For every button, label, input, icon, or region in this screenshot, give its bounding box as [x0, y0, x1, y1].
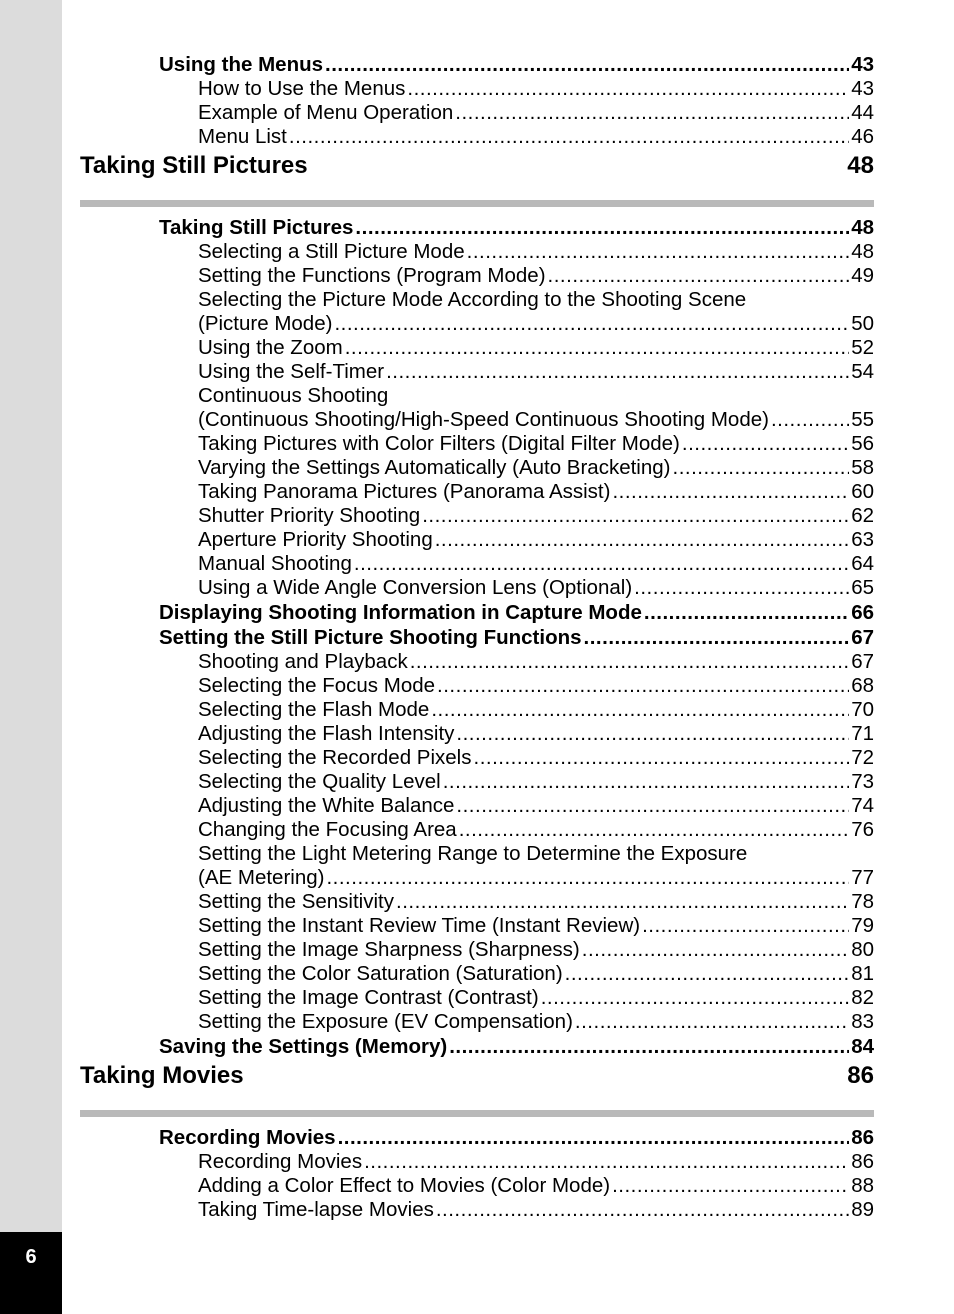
entry-page: 81 [851, 962, 874, 985]
toc-entry[interactable] [80, 576, 874, 600]
entry-page: 83 [851, 1010, 874, 1033]
dot-leader [771, 408, 849, 432]
entry-title: Example of Menu Operation [198, 101, 454, 124]
toc-entry[interactable] [80, 794, 874, 818]
chapter-title: Taking Still Pictures [80, 152, 308, 179]
toc-entry[interactable] [80, 480, 874, 504]
toc-entry[interactable] [80, 1150, 874, 1174]
entry-title: Using a Wide Angle Conversion Lens (Optional) [198, 576, 633, 599]
entry-page: 49 [851, 264, 874, 287]
entry-page: 64 [851, 552, 874, 575]
toc-section-entry[interactable] [80, 52, 874, 77]
entry-page: 55 [851, 408, 874, 431]
entry-title: Continuous Shooting [198, 384, 389, 407]
entry-title: Changing the Focusing Area [198, 818, 457, 841]
toc-entry[interactable] [80, 650, 874, 674]
dot-leader [431, 698, 849, 722]
entry-title: (Continuous Shooting/High-Speed Continuous Shooting Mode) [198, 408, 769, 431]
entry-title: Taking Pictures with Color Filters (Digital Filter Mode) [198, 432, 680, 455]
dot-leader [437, 674, 849, 698]
dot-leader [456, 794, 849, 818]
entry-page: 78 [851, 890, 874, 913]
dot-leader [334, 312, 849, 336]
entry-page: 67 [851, 650, 874, 673]
entry-page: 88 [851, 1174, 874, 1197]
entry-page: 43 [851, 77, 874, 100]
dot-leader [443, 770, 849, 794]
entry-title: Recording Movies [198, 1150, 363, 1173]
dot-leader [575, 1010, 849, 1034]
entry-title: Setting the Functions (Program Mode) [198, 264, 546, 287]
dot-leader [435, 528, 849, 552]
toc-section-entry[interactable] [80, 1125, 874, 1150]
entry-page: 43 [851, 53, 874, 76]
entry-page: 46 [851, 125, 874, 148]
entry-page: 79 [851, 914, 874, 937]
dot-leader [456, 722, 849, 746]
toc-entry[interactable] [80, 1174, 874, 1198]
toc-entry[interactable] [80, 770, 874, 794]
entry-page: 48 [851, 216, 874, 239]
toc-entry[interactable] [80, 890, 874, 914]
dot-leader [474, 746, 850, 770]
dot-leader [410, 650, 849, 674]
entry-title: Recording Movies [159, 1126, 336, 1149]
toc-entry[interactable] [80, 986, 874, 1010]
entry-title: Adding a Color Effect to Movies (Color Mode) [198, 1174, 611, 1197]
entry-page: 80 [851, 938, 874, 961]
toc-entry[interactable] [80, 674, 874, 698]
entry-title: How to Use the Menus [198, 77, 406, 100]
entry-title: Adjusting the White Balance [198, 794, 455, 817]
entry-page: 65 [851, 576, 874, 599]
chapter-divider [80, 200, 874, 207]
entry-page: 44 [851, 101, 874, 124]
entry-title: Using the Zoom [198, 336, 343, 359]
entry-page: 89 [851, 1198, 874, 1221]
entry-page: 68 [851, 674, 874, 697]
entry-title: Setting the Color Saturation (Saturation) [198, 962, 563, 985]
toc-entry[interactable] [80, 938, 874, 962]
toc-section-entry[interactable] [80, 1034, 874, 1059]
toc-entry[interactable] [80, 432, 874, 456]
dot-leader [612, 1174, 849, 1198]
entry-title: Saving the Settings (Memory) [159, 1035, 448, 1058]
dot-leader [325, 52, 849, 77]
entry-page: 70 [851, 698, 874, 721]
dot-leader [642, 914, 849, 938]
chapter-page: 48 [847, 152, 874, 179]
toc-entry[interactable] [80, 1010, 874, 1034]
entry-page: 63 [851, 528, 874, 551]
dot-leader [345, 336, 849, 360]
entry-page: 86 [851, 1126, 874, 1149]
toc-section-entry[interactable] [80, 625, 874, 650]
entry-title: Using the Menus [159, 53, 324, 76]
entry-page: 84 [851, 1035, 874, 1058]
entry-title: Using the Self-Timer [198, 360, 385, 383]
entry-title: Setting the Instant Review Time (Instant Review) [198, 914, 641, 937]
toc-entry[interactable] [80, 914, 874, 938]
toc-entry[interactable] [80, 77, 874, 101]
entry-page: 71 [851, 722, 874, 745]
dot-leader [644, 600, 849, 625]
entry-page: 73 [851, 770, 874, 793]
dot-leader [289, 125, 849, 149]
entry-title: Setting the Sensitivity [198, 890, 394, 913]
toc-entry [80, 842, 874, 866]
dot-leader [396, 890, 849, 914]
entry-title: Shutter Priority Shooting [198, 504, 421, 527]
toc-entry[interactable] [80, 722, 874, 746]
entry-page: 52 [851, 336, 874, 359]
toc-entry[interactable] [80, 360, 874, 384]
entry-title: Shooting and Playback [198, 650, 408, 673]
toc-entry[interactable] [80, 962, 874, 986]
entry-title: Taking Time-lapse Movies [198, 1198, 434, 1221]
entry-title: Selecting a Still Picture Mode [198, 240, 465, 263]
dot-leader [449, 1034, 849, 1059]
toc-entry[interactable] [80, 818, 874, 842]
chapter-heading[interactable] [80, 153, 874, 179]
entry-title: Setting the Light Metering Range to Determine the Exposure [198, 842, 748, 865]
entry-title: Setting the Still Picture Shooting Functions [159, 626, 582, 649]
toc-entry [80, 384, 874, 408]
toc-entry[interactable] [80, 528, 874, 552]
toc-entry[interactable] [80, 866, 874, 890]
entry-title: Manual Shooting [198, 552, 352, 575]
entry-page: 62 [851, 504, 874, 527]
toc-entry[interactable] [80, 456, 874, 480]
toc-entry[interactable] [80, 101, 874, 125]
dot-leader [355, 215, 849, 240]
chapter-page: 86 [847, 1062, 874, 1089]
toc-entry[interactable] [80, 1198, 874, 1222]
entry-title: Selecting the Focus Mode [198, 674, 436, 697]
toc-entry[interactable] [80, 312, 874, 336]
entry-title: (Picture Mode) [198, 312, 333, 335]
entry-page: 86 [851, 1150, 874, 1173]
toc-section-entry[interactable] [80, 600, 874, 625]
toc-entry[interactable] [80, 698, 874, 722]
dot-leader [612, 480, 849, 504]
entry-title: Setting the Image Sharpness (Sharpness) [198, 938, 580, 961]
entry-title: Setting the Exposure (EV Compensation) [198, 1010, 573, 1033]
toc-entry[interactable] [80, 240, 874, 264]
dot-leader [565, 962, 850, 986]
entry-title: Selecting the Picture Mode According to the Shooting Scene [198, 288, 747, 311]
dot-leader [548, 264, 850, 288]
entry-page: 50 [851, 312, 874, 335]
entry-title: Aperture Priority Shooting [198, 528, 433, 551]
dot-leader [422, 504, 849, 528]
entry-title: Setting the Image Contrast (Contrast) [198, 986, 539, 1009]
toc-entry[interactable] [80, 408, 874, 432]
entry-title: Selecting the Recorded Pixels [198, 746, 472, 769]
dot-leader [338, 1125, 850, 1150]
dot-leader [436, 1198, 849, 1222]
entry-page: 60 [851, 480, 874, 503]
entry-page: 56 [851, 432, 874, 455]
entry-title: Displaying Shooting Information in Capture Mode [159, 601, 642, 624]
toc-entry[interactable] [80, 746, 874, 770]
entry-title: Selecting the Quality Level [198, 770, 441, 793]
entry-title: Adjusting the Flash Intensity [198, 722, 455, 745]
dot-leader [634, 576, 849, 600]
entry-page: 48 [851, 240, 874, 263]
dot-leader [467, 240, 850, 264]
chapter-title: Taking Movies [80, 1062, 244, 1089]
chapter-heading[interactable] [80, 1063, 874, 1089]
entry-title: Varying the Settings Automatically (Auto Bracketing) [198, 456, 671, 479]
entry-page: 67 [851, 626, 874, 649]
entry-page: 66 [851, 601, 874, 624]
entry-page: 74 [851, 794, 874, 817]
dot-leader [582, 938, 849, 962]
entry-page: 54 [851, 360, 874, 383]
dot-leader [407, 77, 849, 101]
toc-entry[interactable] [80, 504, 874, 528]
entry-title: Selecting the Flash Mode [198, 698, 430, 721]
page-number: 6 [25, 1246, 37, 1268]
toc-entry[interactable] [80, 336, 874, 360]
dot-leader [584, 625, 850, 650]
entry-page: 77 [851, 866, 874, 889]
dot-leader [673, 456, 850, 480]
entry-page: 72 [851, 746, 874, 769]
entry-page: 76 [851, 818, 874, 841]
side-margin-strip [0, 0, 62, 1314]
dot-leader [682, 432, 849, 456]
toc-entry[interactable] [80, 264, 874, 288]
dot-leader [455, 101, 849, 125]
toc-entry[interactable] [80, 125, 874, 149]
entry-title: Menu List [198, 125, 287, 148]
entry-title: Taking Panorama Pictures (Panorama Assist) [198, 480, 611, 503]
table-of-contents [80, 52, 874, 1222]
dot-leader [364, 1150, 849, 1174]
entry-page: 58 [851, 456, 874, 479]
entry-title: Taking Still Pictures [159, 216, 354, 239]
chapter-divider [80, 1110, 874, 1117]
entry-title: (AE Metering) [198, 866, 325, 889]
toc-entry[interactable] [80, 552, 874, 576]
dot-leader [541, 986, 850, 1010]
toc-section-entry[interactable] [80, 215, 874, 240]
dot-leader [354, 552, 849, 576]
dot-leader [326, 866, 849, 890]
toc-entry [80, 288, 874, 312]
entry-page: 82 [851, 986, 874, 1009]
dot-leader [459, 818, 849, 842]
dot-leader [386, 360, 849, 384]
